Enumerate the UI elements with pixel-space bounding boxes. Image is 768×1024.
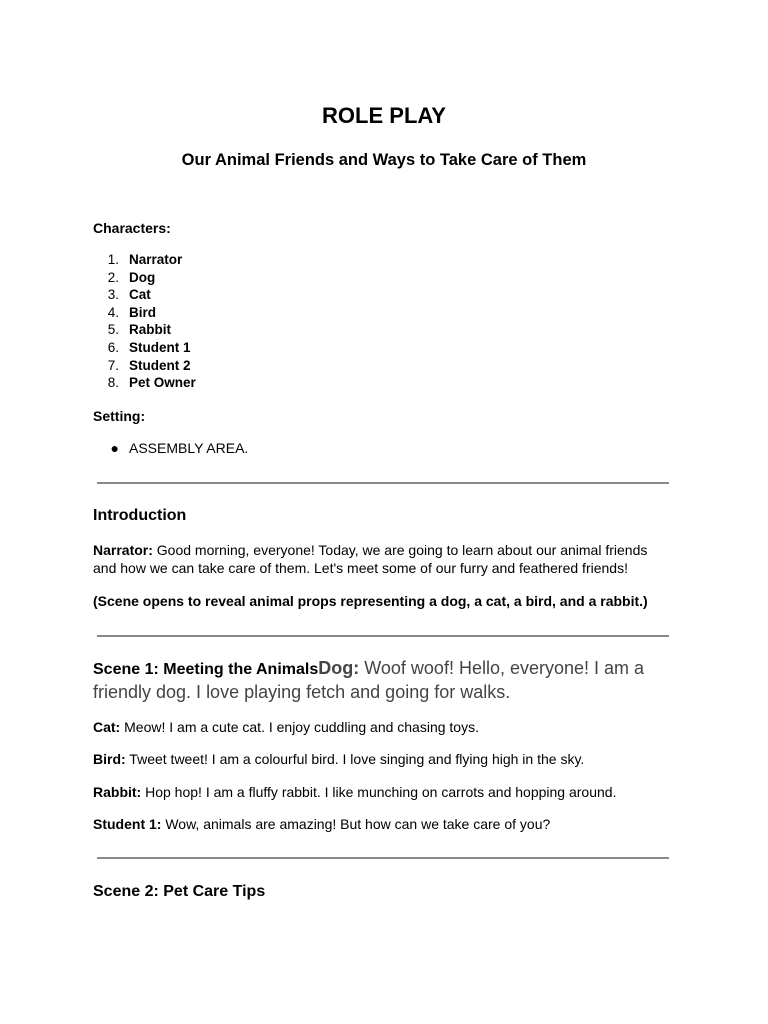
speaker-label: Narrator: <box>93 542 153 558</box>
speaker-label: Student 1: <box>93 816 162 832</box>
character-name: Pet Owner <box>129 375 196 391</box>
stage-direction: (Scene opens to reveal animal props representing a dog, a cat, a bird, and a rabbit.) <box>93 593 648 609</box>
list-item: 5. Rabbit <box>107 322 171 338</box>
character-name: Dog <box>129 269 156 285</box>
character-name: Narrator <box>129 252 183 267</box>
horizontal-divider <box>97 635 669 637</box>
dialogue-text: Meow! I am a cute cat. I enjoy cuddling and chasing toys. <box>120 719 479 735</box>
dialogue-line-cat <box>93 718 673 736</box>
setting-label: Setting: <box>93 408 146 424</box>
list-item: 3. Cat <box>107 287 151 303</box>
character-name: Rabbit <box>129 322 171 338</box>
scene1-heading-paragraph <box>93 657 683 705</box>
list-item: 7. Student 2 <box>107 357 191 373</box>
dialogue-text: Woof woof! Hello, everyone! I am a friendly dog. I love playing fetch and going for walks. <box>93 658 645 702</box>
characters-label: Characters: <box>93 220 171 236</box>
speaker-label: Dog: <box>318 658 360 678</box>
dialogue-text: Hop hop! I am a fluffy rabbit. I like munching on carrots and hopping around. <box>141 784 617 800</box>
section-heading-scene2: Scene 2: Pet Care Tips <box>93 883 266 900</box>
dialogue-text: Good morning, everyone! Today, we are going to learn about our animal friends and how we can take care of them. Let's meet some of our furry and feathered friends! <box>93 542 648 576</box>
dialogue-text: Tweet tweet! I am a colourful bird. I love singing and flying high in the sky. <box>125 751 585 767</box>
dialogue-line-student1 <box>93 815 673 833</box>
list-item: 2. Dog <box>107 269 156 285</box>
list-item: 6. Student 1 <box>107 339 191 355</box>
characters-list <box>93 251 196 392</box>
document-title: ROLE PLAY <box>322 103 446 128</box>
setting-text: ASSEMBLY AREA. <box>129 440 249 456</box>
horizontal-divider <box>97 857 669 859</box>
character-name: Cat <box>129 287 151 303</box>
horizontal-divider <box>97 482 669 484</box>
section-heading-introduction: Introduction <box>93 507 187 524</box>
setting-item <box>93 439 248 457</box>
speaker-label: Cat: <box>93 719 121 735</box>
dialogue-text: Wow, animals are amazing! But how can we take care of you? <box>161 816 551 832</box>
list-item: 4. Bird <box>107 304 156 320</box>
section-heading-scene1: Scene 1: Meeting the Animals <box>93 661 319 678</box>
speaker-label: Rabbit: <box>93 784 142 800</box>
character-name: Student 2 <box>129 357 191 373</box>
character-name: Bird <box>129 304 156 320</box>
bullet-icon: ● <box>110 440 119 456</box>
document-subtitle: Our Animal Friends and Ways to Take Care of Them <box>181 151 587 169</box>
narrator-paragraph <box>93 541 673 577</box>
dialogue-line-bird <box>93 750 673 768</box>
list-item: 1. Narrator <box>107 252 183 267</box>
dialogue-line-rabbit <box>93 783 673 801</box>
speaker-label: Bird: <box>93 751 126 767</box>
character-name: Student 1 <box>129 339 191 355</box>
list-item: 8. Pet Owner <box>107 375 196 391</box>
